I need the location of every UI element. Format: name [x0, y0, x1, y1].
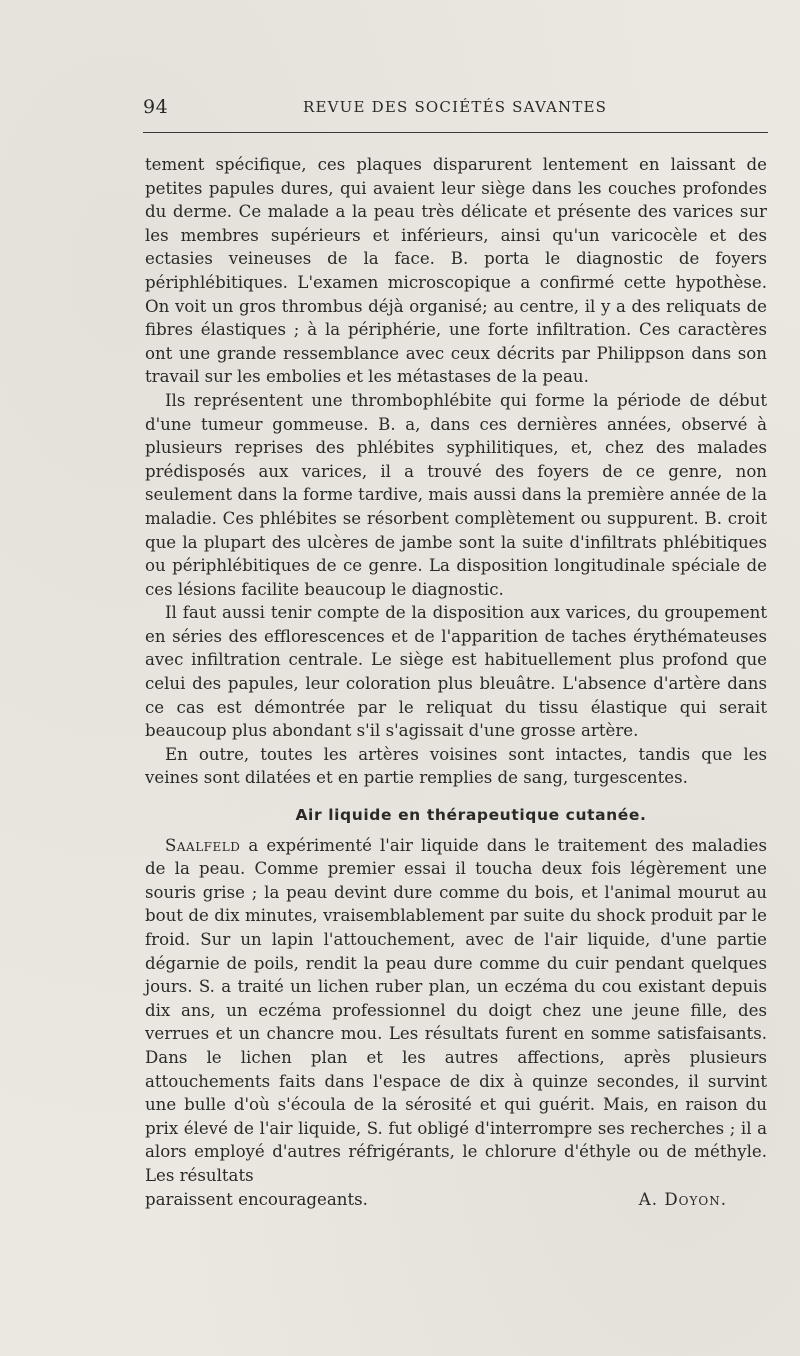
running-title: REVUE DES SOCIÉTÉS SAVANTES	[303, 98, 608, 116]
section-body: a expérimenté l'air liquide dans le traitement des maladies de la peau. Comme premier essai il toucha deux fois légèrement une souris grise ; la peau devint dure comme du bois, et l'animal mourut au bout de dix minutes, vraisemblablement par suite du shock produit par le froid. Sur un lapin l'attouchement, avec de l'air liquide, d'une partie dégarnie de poils, rendit la peau dure comme du cuir pendant quelques jours. S. a traité un lichen ruber plan, un eczéma du cou existant depuis dix ans, un eczéma professionnel du doigt chez une jeune fille, des verrues et un chancre mou. Les résultats furent en somme satisfaisants. Dans le lichen plan et les autres affections, après plusieurs attouchements faits dans l'espace de dix à quinze secondes, il survint une bulle d'où s'écoula de la sérosité et qui guérit. Mais, en raison du prix élevé de l'air liquide, S. fut obligé d'interrompre ses recherches ; il a alors employé d'autres réfrigérants, le chlorure d'éthyle ou de méthyle. Les résultats	[145, 835, 767, 1185]
paragraph: En outre, toutes les artères voisines sont intactes, tandis que les veines sont dilatées et en partie remplies de sang, turgescentes.	[145, 744, 767, 788]
signature: A. Doyon.	[638, 1189, 727, 1209]
paragraph-continuation: tement spécifique, ces plaques disparurent lentement en laissant de petites papules dures, qui avaient leur siège dans les couches profondes du derme. Ce malade a la peau très délicate et présente des varices sur les membres supérieurs et inférieurs, ainsi qu'un varicocèle et des ectasies veineuses de la face. B. porta le diagnostic de foyers périphlébitiques. L'examen microscopique a confirmé cette hypothèse. On voit un gros thrombus déjà organisé; au centre, il y a des reliquats de fibres élastiques ; à la périphérie, une forte infiltration. Ces caractères ont une grande ressemblance avec ceux décrits par Philippson dans son travail sur les embolies et les métastases de la peau.	[145, 155, 767, 387]
section-paragraph	[145, 834, 767, 1188]
paragraph: Il faut aussi tenir compte de la disposition aux varices, du groupement en séries des efflorescences et de l'apparition de taches érythémateuses avec infiltration centrale. Le siège est habituellement plus profond que celui des papules, leur coloration plus bleuâtre. L'absence d'artère dans ce cas est démontrée par le reliquat du tissu élastique qui serait beaucoup plus abondant s'il s'agissait d'une grosse artère.	[145, 603, 767, 741]
signature-line	[145, 1188, 767, 1212]
section-title: Air liquide en thérapeutique cutanée.	[295, 806, 647, 825]
author-name: Saalfeld	[165, 835, 241, 855]
page-header	[143, 96, 768, 122]
header-rule	[143, 132, 768, 133]
paragraph: Ils représentent une thrombophlébite qui forme la période de début d'une tumeur gommeuse. B. a, dans ces dernières années, observé à plusieurs reprises des phlébites syphilitiques, et, chez des malades prédisposés aux varices, il a trouvé des foyers de ce genre, non seulement dans la forme tardive, mais aussi dans la première année de la maladie. Ces phlébites se résorbent complètement ou suppurent. B. croit que la plupart des ulcères de jambe sont la suite d'infiltrats phlébitiques ou périphlébitiques de ce genre. La disposition longitudinale spéciale de ces lésions facilite beaucoup le diagnostic.	[145, 390, 767, 599]
final-line: paraissent encourageants.	[145, 1189, 368, 1209]
article-body	[145, 153, 767, 1211]
page-number: 94	[143, 96, 169, 118]
